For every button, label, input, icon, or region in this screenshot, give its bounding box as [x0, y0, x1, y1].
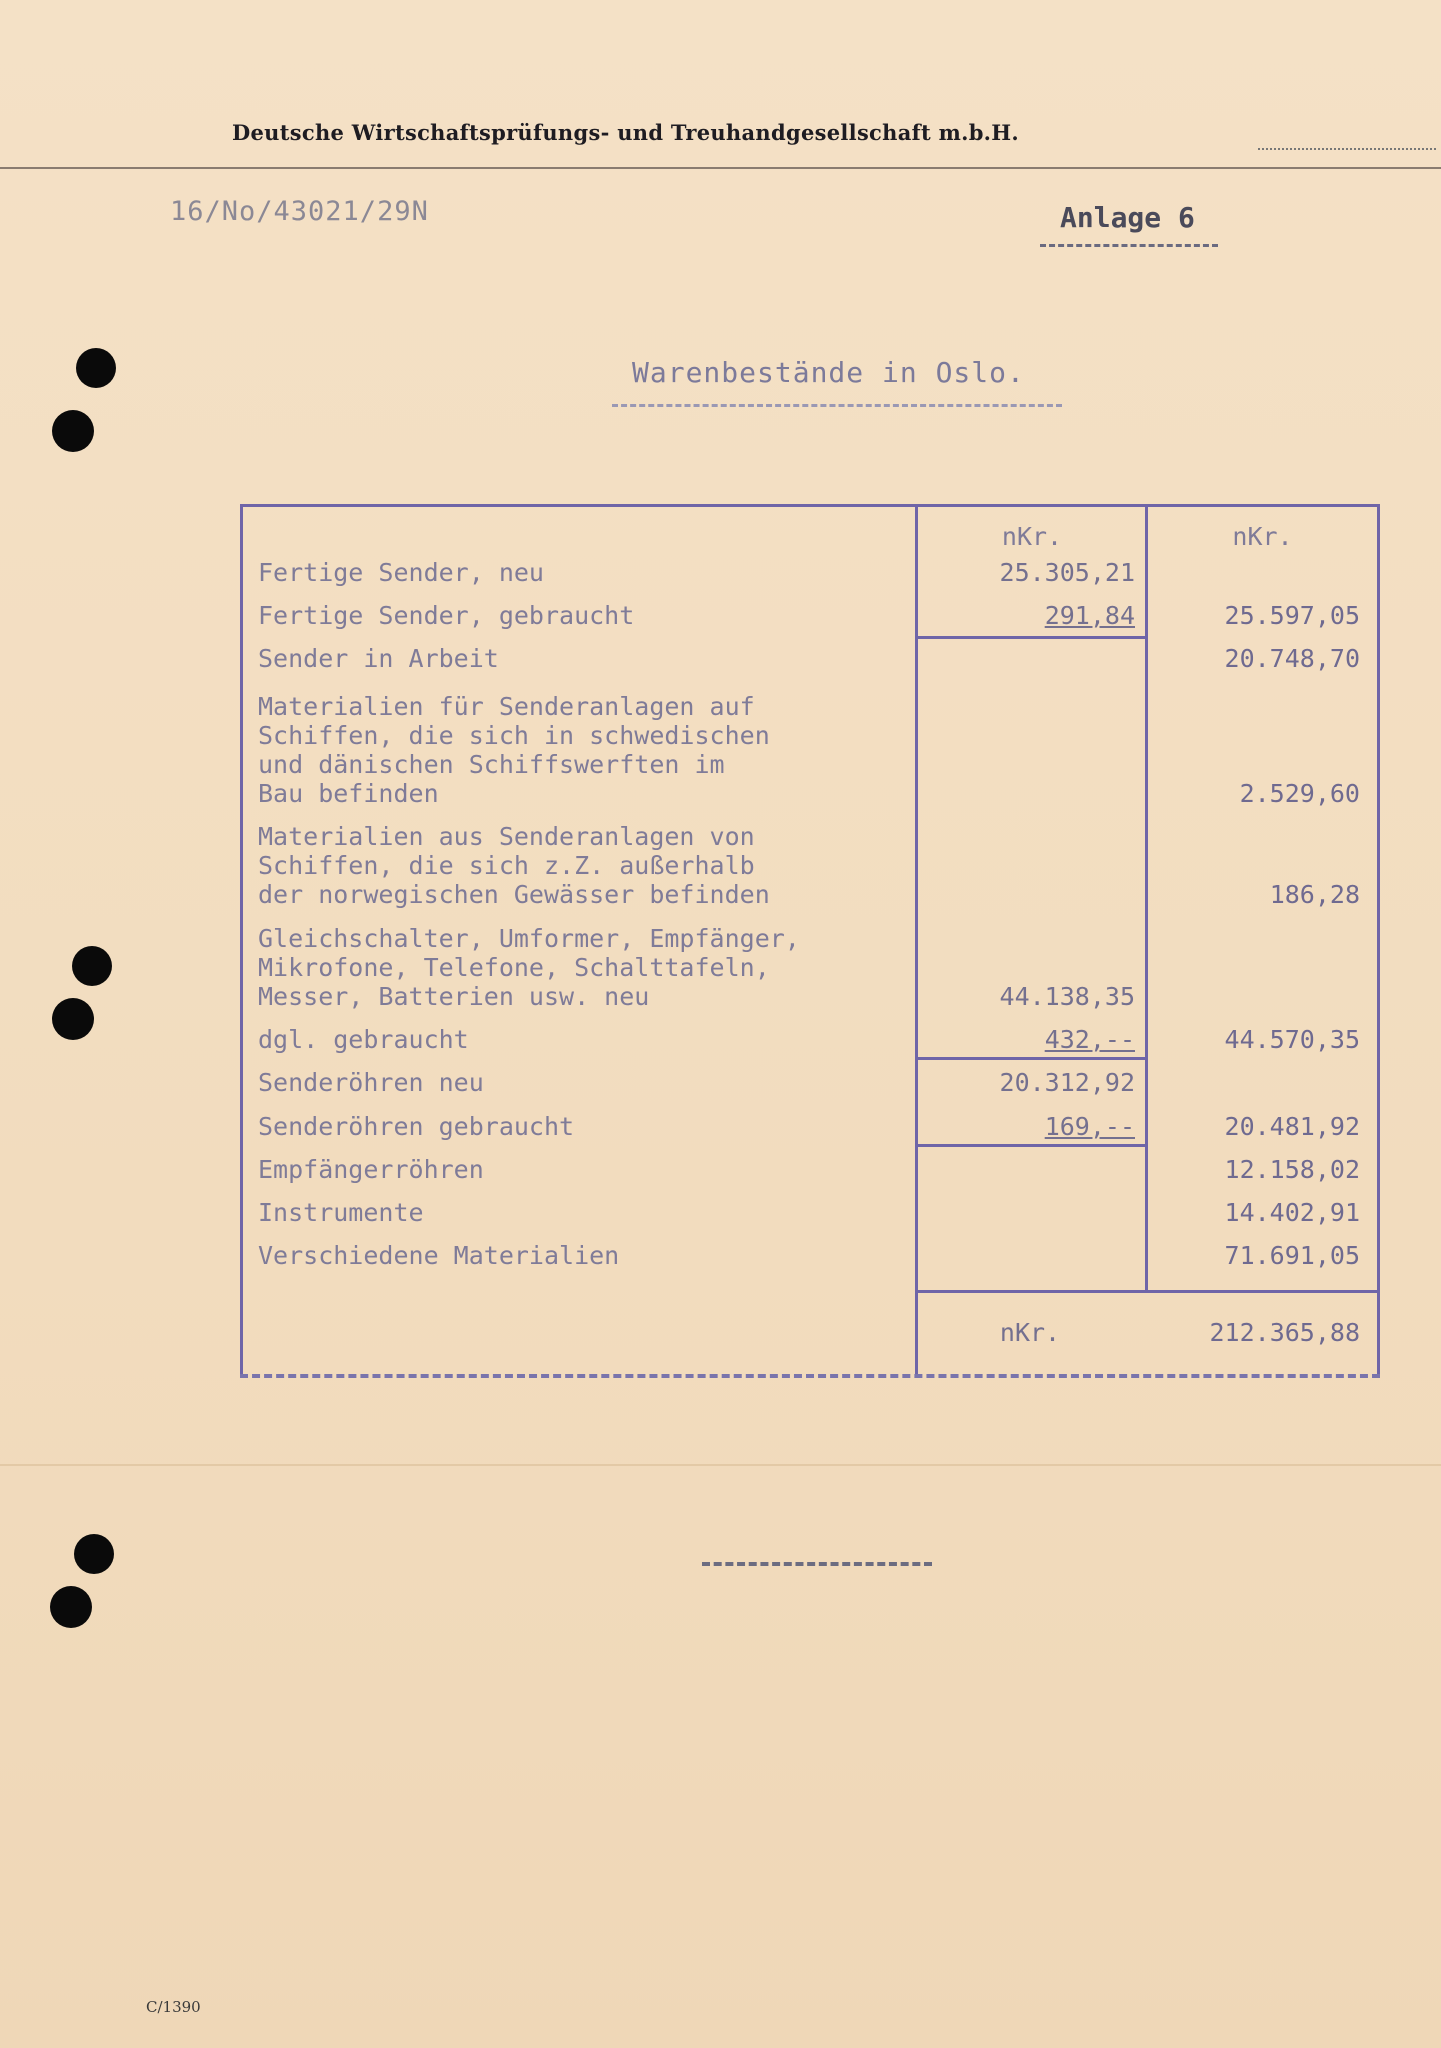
row-value-2: 25.597,05 — [1224, 601, 1360, 630]
punch-hole — [52, 998, 94, 1040]
attachment-label: Anlage 6 — [1060, 201, 1195, 234]
row-value-2: 12.158,02 — [1224, 1155, 1360, 1184]
inventory-table — [240, 504, 1380, 1384]
table-border-left — [240, 504, 243, 1376]
row-value-1: 432,-- — [1044, 1025, 1135, 1054]
row-value-2: 44.570,35 — [1224, 1025, 1360, 1054]
table-border-right — [1377, 504, 1380, 1376]
row-description: Senderöhren gebraucht — [258, 1112, 575, 1141]
column-header-1: nKr. — [1001, 522, 1063, 551]
row-value-1: 20.312,92 — [999, 1068, 1135, 1097]
punch-hole — [50, 1586, 92, 1628]
row-description: Gleichschalter, Umformer, Empfänger, Mikrofone, Telefone, Schalttafeln, Messer, Batterien usw. neu — [258, 924, 800, 1011]
punch-hole — [72, 946, 112, 986]
reference-number: 16/No/43021/29N — [170, 196, 429, 227]
letterhead: Deutsche Wirtschaftsprüfungs- und Treuhandgesellschaft m.b.H. — [232, 120, 1020, 145]
table-bottom-dashes — [240, 1374, 1380, 1378]
total-bar — [915, 1290, 1380, 1293]
row-description: Sender in Arbeit — [258, 644, 499, 673]
row-description: Fertige Sender, neu — [258, 558, 544, 587]
punch-hole — [52, 410, 94, 452]
row-value-1: 25.305,21 — [999, 558, 1135, 587]
row-value-2: 2.529,60 — [1239, 779, 1360, 808]
total-currency-label: nKr. — [999, 1318, 1061, 1347]
punch-hole — [76, 348, 116, 388]
column-divider-2 — [1145, 504, 1148, 1290]
punch-hole — [74, 1534, 114, 1574]
fold-line — [0, 1464, 1441, 1466]
header-dotted-line — [1258, 148, 1436, 150]
row-description: Senderöhren neu — [258, 1068, 484, 1097]
page-title: Warenbestände in Oslo. — [632, 356, 1025, 389]
subtotal-bar — [915, 636, 1148, 639]
end-mark — [702, 1562, 932, 1566]
row-value-2: 14.402,91 — [1224, 1198, 1360, 1227]
table-border-top — [240, 504, 1380, 507]
title-underline — [612, 404, 1062, 407]
subtotal-bar — [915, 1144, 1148, 1147]
row-description: Instrumente — [258, 1198, 424, 1227]
row-description: Materialien aus Senderanlagen von Schiffen, die sich z.Z. außerhalb der norwegischen Gewässer befinden — [258, 822, 770, 909]
row-value-2: 20.481,92 — [1224, 1112, 1360, 1141]
row-value-2: 71.691,05 — [1224, 1241, 1360, 1270]
row-value-1: 169,-- — [1044, 1112, 1135, 1141]
row-description: Materialien für Senderanlagen auf Schiffen, die sich in schwedischen und dänischen Schiffswerften im Bau befinden — [258, 692, 770, 808]
form-number: C/1390 — [146, 1998, 201, 2016]
total-value: 212.365,88 — [1209, 1318, 1360, 1347]
row-value-1: 44.138,35 — [999, 982, 1135, 1011]
row-description: dgl. gebraucht — [258, 1025, 469, 1054]
row-value-2: 186,28 — [1269, 880, 1360, 909]
row-description: Fertige Sender, gebraucht — [258, 601, 635, 630]
row-value-1: 291,84 — [1044, 601, 1135, 630]
row-value-2: 20.748,70 — [1224, 644, 1360, 673]
row-description: Verschiedene Materialien — [258, 1241, 620, 1270]
subtotal-bar — [915, 1057, 1148, 1060]
column-header-2: nKr. — [1232, 522, 1293, 551]
row-description: Empfängerröhren — [258, 1155, 484, 1184]
attachment-underline — [1040, 244, 1218, 247]
header-rule — [0, 167, 1441, 169]
